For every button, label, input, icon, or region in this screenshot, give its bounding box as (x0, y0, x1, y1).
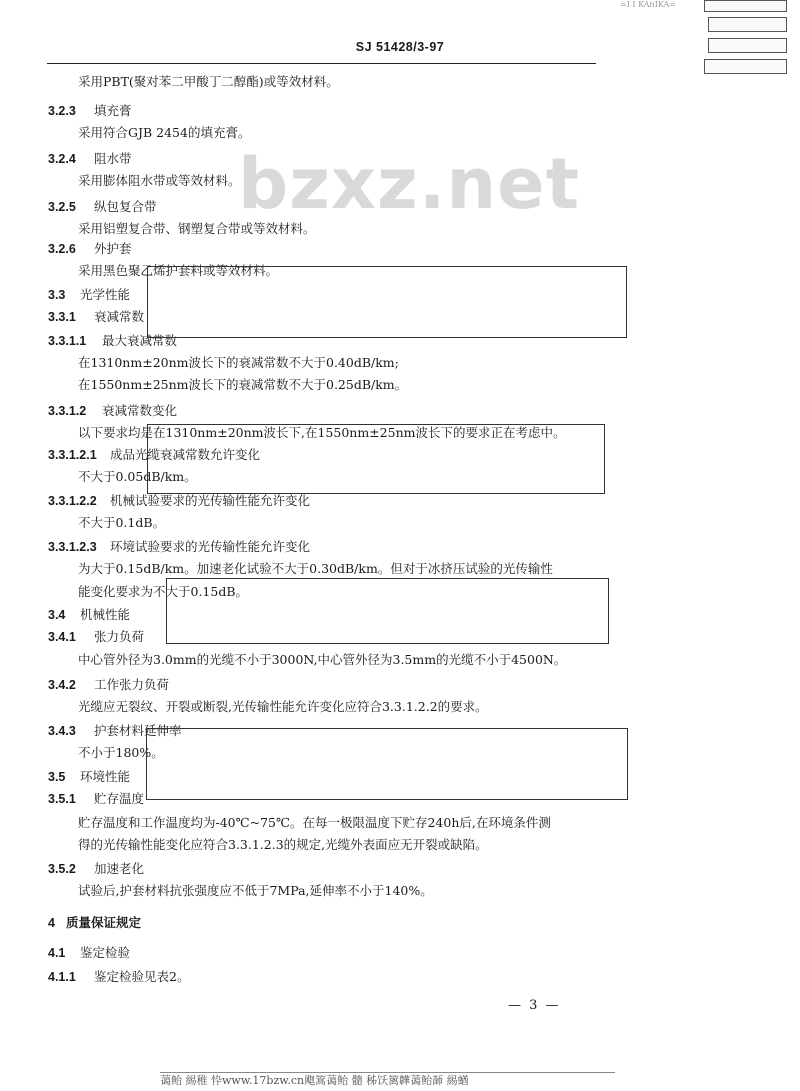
section-title: 鉴定检验 (80, 945, 131, 960)
section-number: 4.1 (48, 946, 66, 960)
section-heading (48, 310, 144, 324)
section-title: 成品光缆衰减常数允许变化 (110, 447, 261, 462)
overlay-box (147, 424, 605, 494)
section-number: 4.1.1 (48, 970, 76, 984)
body-text-line: 采用黑色聚乙烯护套料或等效材料。 (78, 263, 279, 278)
section-heading (48, 494, 310, 508)
body-text-line: 不大于0.05dB/km。 (78, 469, 197, 484)
section-number: 3.5.1 (48, 792, 76, 806)
section-number: 3.2.3 (48, 104, 76, 118)
section-heading (48, 404, 177, 418)
body-text-line: 采用铝塑复合带、钢塑复合带或等效材料。 (78, 221, 316, 236)
section-title: 最大衰减常数 (102, 333, 178, 348)
section-number: 3.5.2 (48, 862, 76, 876)
section-number: 3.2.6 (48, 242, 76, 256)
section-heading (48, 152, 132, 166)
page-number: — 3 — (508, 998, 561, 1013)
section-title: 贮存温度 (94, 791, 145, 806)
body-text-line: 不大于0.1dB。 (78, 515, 166, 530)
section-heading (48, 608, 130, 622)
section-number: 4 (48, 916, 55, 930)
section-title: 环境试验要求的光传输性能允许变化 (110, 539, 311, 554)
body-text-line: 为大于0.15dB/km。加速老化试验不大于0.30dB/km。但对于冰挤压试验的光传输性 (78, 561, 553, 576)
overlay-box (147, 266, 627, 338)
stamp-box (704, 59, 787, 74)
body-text-line: 采用PBT(聚对苯二甲酸丁二醇酯)或等效材料。 (78, 74, 339, 89)
section-number: 3.4.2 (48, 678, 76, 692)
body-text-line: 以下要求均是在1310nm±20nm波长下,在1550nm±25nm波长下的要求正在考虑中。 (78, 425, 566, 440)
section-number: 3.4 (48, 608, 66, 622)
section-title: 衰减常数 (94, 309, 145, 324)
section-title: 衰减常数变化 (102, 403, 178, 418)
section-number: 3.3.1.2 (48, 404, 87, 418)
section-number: 3.2.5 (48, 200, 76, 214)
footer-banner: 蔼鲐 緆稚 忰www.17bzw.cn飑篙蔼鲐 髓 秭饫篱韡蔼鲐韴 緆蝤 (160, 1072, 615, 1089)
section-heading (48, 200, 157, 214)
body-text-line: 得的光传输性能变化应符合3.3.1.2.3的规定,光缆外表面应无开裂或缺陷。 (78, 837, 488, 852)
section-number: 3.3.1.2.1 (48, 448, 97, 462)
section-number: 3.4.3 (48, 724, 76, 738)
section-title: 纵包复合带 (94, 199, 157, 214)
overlay-box (166, 578, 609, 644)
body-text-line: 能变化要求为不大于0.15dB。 (78, 584, 249, 599)
watermark: bzxz.net (238, 143, 581, 225)
section-title: 加速老化 (94, 861, 145, 876)
stamp-box (708, 17, 787, 32)
section-number: 3.2.4 (48, 152, 76, 166)
section-number: 3.3.1.2.3 (48, 540, 97, 554)
section-title: 张力负荷 (94, 629, 145, 644)
section-title: 填充膏 (94, 103, 132, 118)
stamp-box (704, 0, 787, 12)
section-number: 3.3.1.2.2 (48, 494, 97, 508)
section-title: 机械性能 (80, 607, 131, 622)
section-title: 光学性能 (80, 287, 131, 302)
section-number: 3.3.1.1 (48, 334, 87, 348)
section-heading (48, 770, 130, 784)
body-text-line: 在1310nm±20nm波长下的衰减常数不大于0.40dB/km; (78, 355, 399, 370)
page-header-title: SJ 51428/3-97 (355, 40, 445, 54)
section-title: 工作张力负荷 (94, 677, 170, 692)
section-number: 3.5 (48, 770, 66, 784)
body-text-line: 采用膨体阻水带或等效材料。 (78, 173, 241, 188)
stamp-box (708, 38, 787, 53)
section-title: 机械试验要求的光传输性能允许变化 (110, 493, 311, 508)
top-stamp-text: =I I KAnIKA= (620, 0, 676, 9)
section-number: 3.3.1 (48, 310, 76, 324)
section-heading (48, 288, 130, 302)
section-number: 3.4.1 (48, 630, 76, 644)
body-text-line: 中心管外径为3.0mm的光缆不小于3000N,中心管外径为3.5mm的光缆不小于4500N。 (78, 652, 567, 667)
section-heading (48, 104, 132, 118)
section-title: 鉴定检验见表2。 (94, 969, 190, 984)
body-text-line: 贮存温度和工作温度均为-40℃~75℃。在每一极限温度下贮存240h后,在环境条件测 (78, 815, 551, 830)
section-title: 质量保证规定 (66, 915, 142, 930)
body-text-line: 在1550nm±25nm波长下的衰减常数不大于0.25dB/km。 (78, 377, 408, 392)
section-heading (48, 678, 169, 692)
section-heading (48, 242, 132, 256)
body-text-line: 试验后,护套材料抗张强度应不低于7MPa,延伸率不小于140%。 (78, 883, 433, 898)
section-heading (48, 862, 144, 876)
section-number: 3.3 (48, 288, 66, 302)
body-text-line: 光缆应无裂纹、开裂或断裂,光传输性能允许变化应符合3.3.1.2.2的要求。 (78, 699, 488, 714)
section-heading (48, 970, 189, 984)
section-heading (48, 540, 310, 554)
body-text-line: 不小于180%。 (78, 745, 164, 760)
section-title: 外护套 (94, 241, 132, 256)
section-heading (48, 916, 141, 930)
body-text-line: 采用符合GJB 2454的填充膏。 (78, 125, 251, 140)
section-title: 环境性能 (80, 769, 131, 784)
overlay-box (146, 728, 628, 800)
section-heading (48, 946, 130, 960)
section-heading (48, 792, 144, 806)
section-title: 护套材料延伸率 (94, 723, 182, 738)
section-title: 阻水带 (94, 151, 132, 166)
section-heading (48, 630, 144, 644)
header-rule (47, 63, 596, 64)
